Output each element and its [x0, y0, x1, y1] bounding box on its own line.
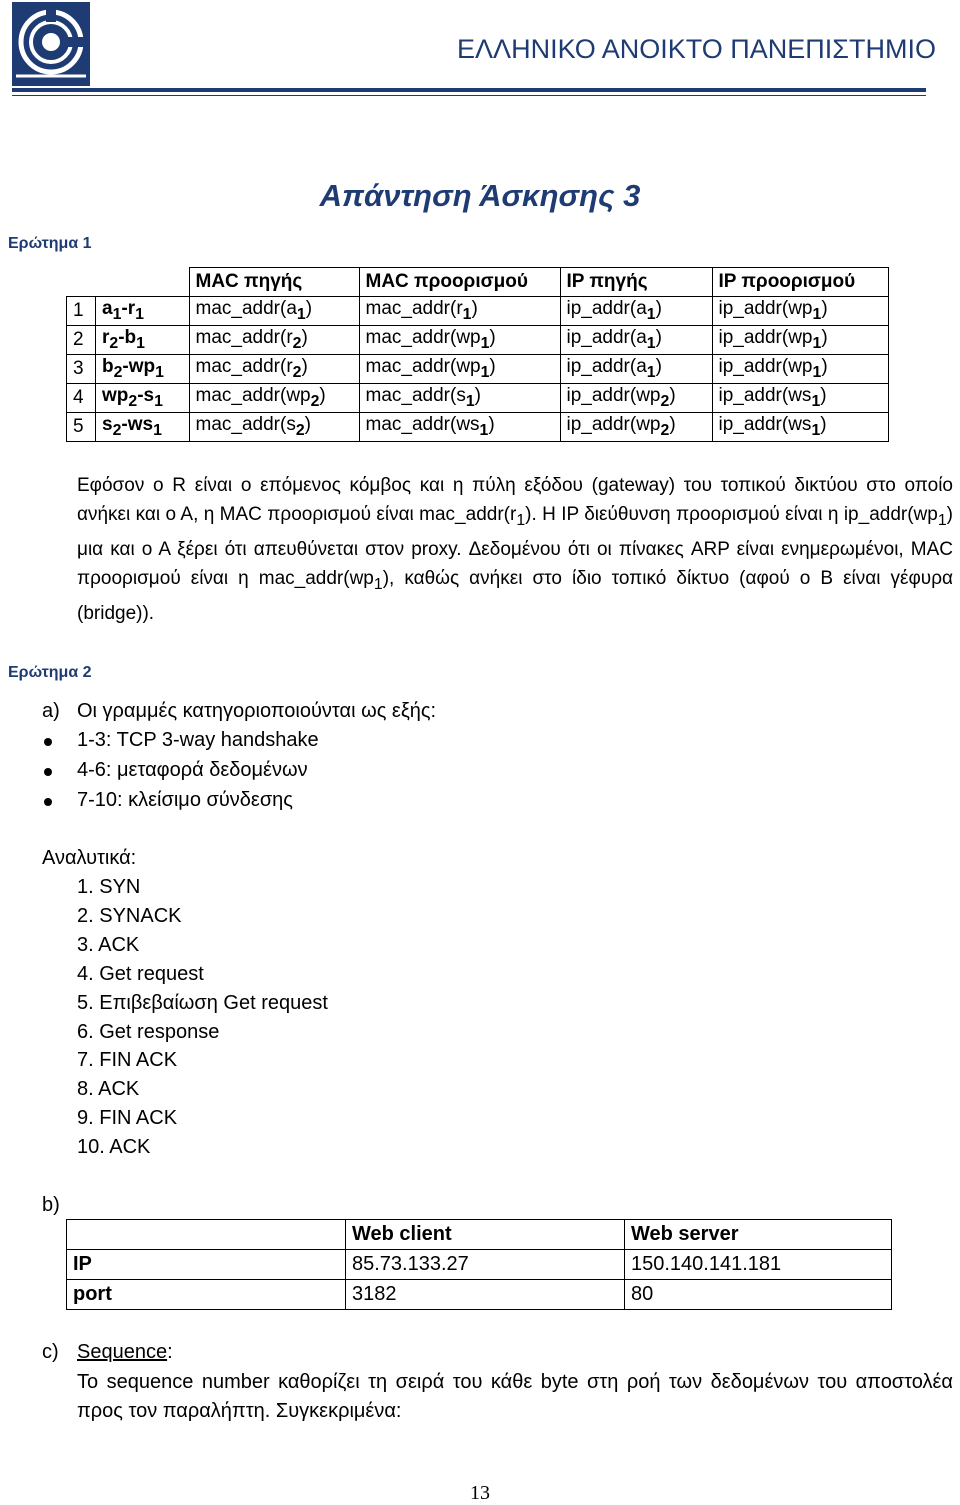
empty-cell: [67, 268, 96, 297]
connection-table: [66, 1219, 892, 1310]
table-row: [67, 326, 889, 355]
header-divider-thin: [12, 95, 926, 96]
header-divider: [12, 88, 926, 92]
university-logo: [12, 2, 90, 86]
bullet-icon: [44, 798, 52, 806]
ip-src-cell: $ip\_addr(a_1)$: [560, 355, 712, 384]
link-cell: $s_2-ws_1$: [96, 413, 190, 442]
part-a-marker: a): [42, 700, 60, 722]
list-item: 6. Get response: [77, 1021, 220, 1043]
table-row: [67, 1280, 892, 1310]
q1-explanation: Εφόσον ο R είναι ο επόμενος κόμβος και η πύλη εξόδου (gateway) του τοπικού δικτύου στο οποίο ανήκει και ο Α, η MAC προορισμού είναι $mac\_addr(r_1)$. Η IP διεύθυνση προορισμού είναι η $ip\_addr(wp_1)$ μια και ο Α ξέρει ότι απευθύνεται στον proxy. Δεδομένου ότι οι πίνακες ARP είναι ενημερωμένοι, MAC προορισμού είναι η $mac\_addr(wp_1)$, καθώς ανήκει στο ίδιο τοπικό δίκτυο (αφού ο Β είναι γέφυρα (bridge)).: [77, 475, 953, 624]
ip-dst-cell: $ip\_addr(ws_1)$: [712, 413, 888, 442]
list-item: 8. ACK: [77, 1078, 140, 1100]
header-empty: [67, 1220, 346, 1250]
client-value: 85.73.133.27: [346, 1250, 625, 1280]
frame-address-table: [66, 267, 889, 442]
link-cell: $wp_2-s_1$: [96, 384, 190, 413]
link-cell: $a_1-r_1$: [96, 297, 190, 326]
list-item: 5. Επιβεβαίωση Get request: [77, 992, 328, 1014]
document-title: Απάντηση Άσκησης 3: [319, 178, 641, 213]
university-name: ΕΛΛΗΝΙΚΟ ΑΝΟΙΚΤΟ ΠΑΝΕΠΙΣΤΗΜΙΟ: [457, 34, 936, 64]
mac-dst-cell: $mac\_addr(s_1)$: [359, 384, 560, 413]
table-row: [67, 355, 889, 384]
link-cell: $r_2-b_1$: [96, 326, 190, 355]
link-cell: $b_2-wp_1$: [96, 355, 190, 384]
mac-dst-cell: $mac\_addr(ws_1)$: [359, 413, 560, 442]
ip-dst-cell: $ip\_addr(ws_1)$: [712, 384, 888, 413]
list-item: 10. ACK: [77, 1136, 151, 1158]
part-b-marker: b): [42, 1194, 60, 1216]
bullet-icon: [44, 738, 52, 746]
row-number: 1: [67, 297, 96, 326]
list-item: 1-3: TCP 3-way handshake: [77, 729, 319, 751]
mac-src-cell: $mac\_addr(r_2)$: [189, 326, 359, 355]
part-a-intro: Οι γραμμές κατηγοριοποιούνται ως εξής:: [77, 700, 437, 722]
list-item: 3. ACK: [77, 934, 140, 956]
mac-src-cell: $mac\_addr(wp_2)$: [189, 384, 359, 413]
header-mac-src: MAC πηγής: [189, 268, 359, 297]
ip-dst-cell: $ip\_addr(wp_1)$: [712, 355, 888, 384]
row-number: 2: [67, 326, 96, 355]
mac-src-cell: $mac\_addr(s_2)$: [189, 413, 359, 442]
row-label: IP: [67, 1250, 346, 1280]
mac-dst-cell: $mac\_addr(wp_1)$: [359, 355, 560, 384]
row-label: port: [67, 1280, 346, 1310]
table-header-row: [67, 268, 889, 297]
question-1-label: Ερώτημα 1: [8, 235, 92, 252]
list-item: 2. SYNACK: [77, 905, 182, 927]
server-value: 80: [625, 1280, 892, 1310]
mac-dst-cell: $mac\_addr(wp_1)$: [359, 326, 560, 355]
header-ip-src: IP πηγής: [560, 268, 712, 297]
ip-src-cell: $ip\_addr(wp_2)$: [560, 384, 712, 413]
list-item: 9. FIN ACK: [77, 1107, 178, 1129]
list-item: 4-6: μεταφορά δεδομένων: [77, 759, 308, 781]
ip-src-cell: $ip\_addr(wp_2)$: [560, 413, 712, 442]
row-number: 5: [67, 413, 96, 442]
header-mac-dst: MAC προορισμού: [359, 268, 560, 297]
sequence-text: Το sequence number καθορίζει τη σειρά του κάθε byte στη ροή των δεδομένων του αποστολέα προς τον παραλήπτη. Συγκεκριμένα:: [77, 1371, 953, 1422]
mac-src-cell: $mac\_addr(a_1)$: [189, 297, 359, 326]
header-ip-dst: IP προορισμού: [712, 268, 888, 297]
table-header-row: [67, 1220, 892, 1250]
row-number: 4: [67, 384, 96, 413]
table-row: [67, 1250, 892, 1280]
header-web-client: Web client: [346, 1220, 625, 1250]
ip-dst-cell: $ip\_addr(wp_1)$: [712, 297, 888, 326]
page-number: 13: [470, 1482, 490, 1504]
client-value: 3182: [346, 1280, 625, 1310]
ip-dst-cell: $ip\_addr(wp_1)$: [712, 326, 888, 355]
ip-src-cell: $ip\_addr(a_1)$: [560, 297, 712, 326]
list-item: 1. SYN: [77, 876, 141, 898]
table-row: [67, 413, 889, 442]
row-number: 3: [67, 355, 96, 384]
empty-cell: [96, 268, 190, 297]
ip-src-cell: $ip\_addr(a_1)$: [560, 326, 712, 355]
bullet-icon: [44, 768, 52, 776]
list-item: 7. FIN ACK: [77, 1049, 178, 1071]
list-item: 7-10: κλείσιμο σύνδεσης: [77, 789, 293, 811]
sequence-heading: Sequence:: [77, 1341, 173, 1363]
part-c-marker: c): [42, 1341, 59, 1363]
server-value: 150.140.141.181: [625, 1250, 892, 1280]
detail-title: Αναλυτικά:: [42, 847, 137, 869]
question-2-label: Ερώτημα 2: [8, 664, 92, 681]
list-item: 4. Get request: [77, 963, 204, 985]
table-row: [67, 297, 889, 326]
mac-src-cell: $mac\_addr(r_2)$: [189, 355, 359, 384]
table-row: [67, 384, 889, 413]
mac-dst-cell: $mac\_addr(r_1)$: [359, 297, 560, 326]
header-web-server: Web server: [625, 1220, 892, 1250]
